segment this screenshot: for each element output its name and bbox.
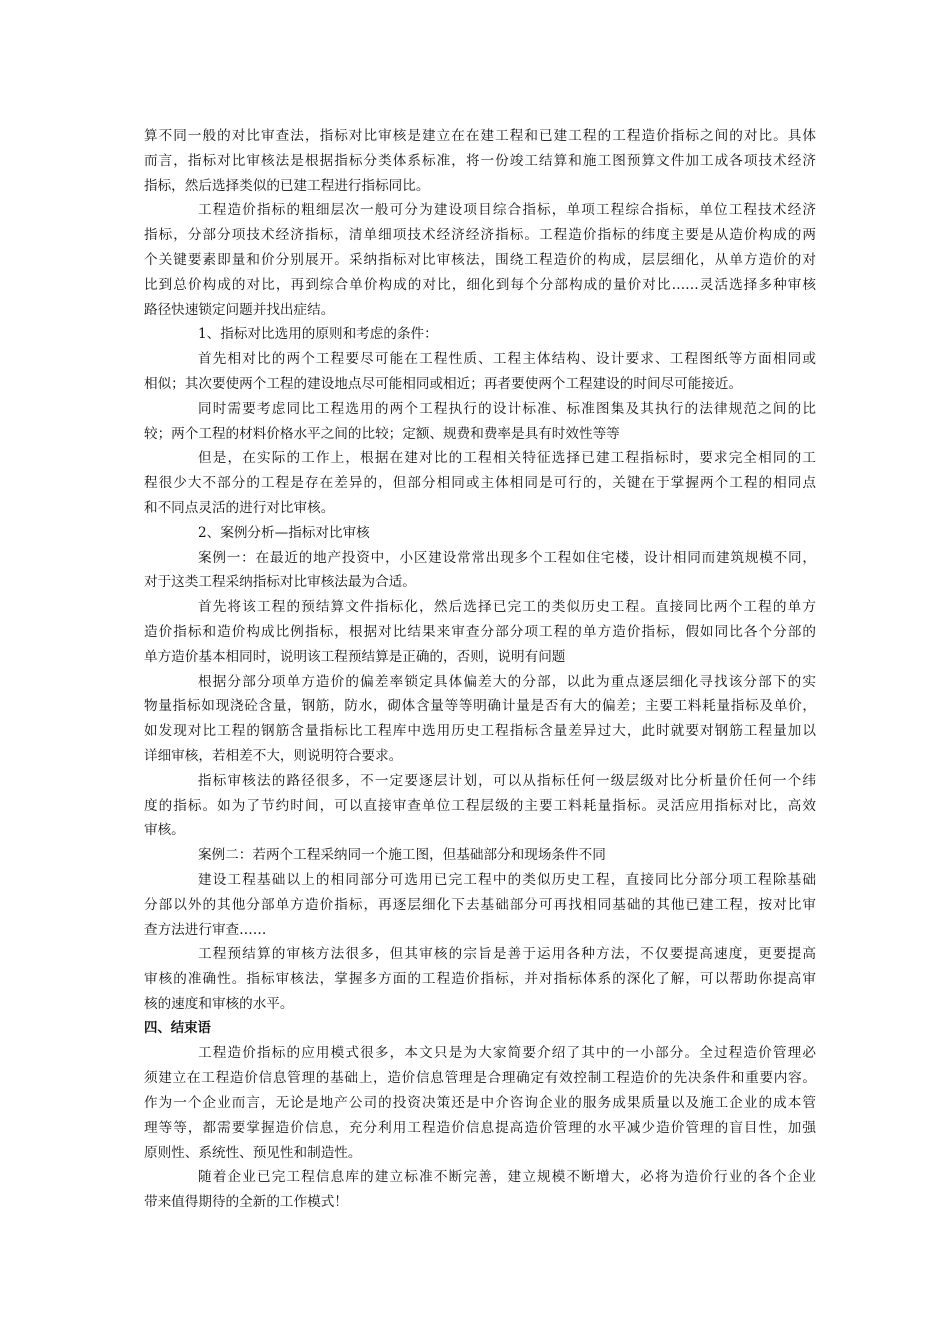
text-line: 比到总价构成的对比，再到综合单价构成的对比，细化到每个分部构成的量价对比……灵活选择多种审核 — [144, 276, 816, 293]
text-line: 工程造价指标的粗细层次一般可分为建设项目综合指标，单项工程综合指标，单位工程技术经济 — [198, 202, 816, 219]
text-line: 核的速度和审核的水平。 — [144, 995, 294, 1012]
text-line: 单方造价基本相同时，说明该工程预结算是正确的，否则，说明有问题 — [144, 648, 566, 665]
text-line: 根据分部分项单方造价的偏差率锁定具体偏差大的分部，以此为重点逐层细化寻找该分部下的实 — [198, 673, 816, 690]
text-line: 指标，然后选择类似的已建工程进行指标同比。 — [144, 177, 430, 194]
text-line: 案例一：在最近的地产投资中，小区建设常常出现多个工程如住宅楼，设计相同而建筑规模不同， — [198, 549, 816, 566]
text-line: 但是，在实际的工作上，根据在建对比的工程相关特征选择已建工程指标时，要求完全相同的工 — [198, 450, 816, 467]
text-line: 原则性、系统性、预见性和制造性。 — [144, 1144, 362, 1161]
text-line: 对于这类工程采纳指标对比审核法最为合适。 — [144, 574, 416, 591]
document-body — [144, 124, 816, 1215]
text-line: 指标审核法的路径很多，不一定要逐层计划，可以从指标任何一级层级对比分析量价任何一个纬 — [198, 772, 816, 789]
text-line: 随着企业已完工程信息库的建立标准不断完善，建立规模不断增大，必将为造价行业的各个企业 — [198, 1169, 816, 1186]
text-line: 审核。 — [144, 822, 185, 839]
text-line: 1、指标对比选用的原则和考虑的条件： — [198, 326, 438, 343]
text-line: 建设工程基础以上的相同部分可选用已完工程中的类似历史工程，直接同比分部分项工程除基础 — [198, 871, 816, 888]
text-line: 造价指标和造价构成比例指标，根据对比结果来审查分部分项工程的单方造价指标，假如同比各个分部的 — [144, 623, 816, 640]
text-line: 须建立在工程造价信息管理的基础上，造价信息管理是合理确定有效控制工程造价的先决条件和重要内容。 — [144, 1070, 816, 1087]
text-line: 如发现对比工程的钢筋含量指标比工程库中选用历史工程指标含量差异过大，此时就要对钢筋工程量加以 — [144, 723, 816, 740]
text-line: 带来值得期待的全新的工作模式！ — [144, 1194, 348, 1211]
text-line: 作为一个企业而言，无论是地产公司的投资决策还是中介咨询企业的服务成果质量以及施工企业的成本管 — [144, 1095, 816, 1112]
text-line: 审核的准确性。指标审核法，掌握多方面的工程造价指标，并对指标体系的深化了解，可以帮助你提高审 — [144, 971, 816, 988]
text-line: 理等等，都需要掌握造价信息，充分利用工程造价信息提高造价管理的水平减少造价管理的盲目性，加强 — [144, 1119, 816, 1136]
text-line: 同时需要考虑同比工程选用的两个工程执行的设计标准、标准图集及其执行的法律规范之间的比 — [198, 400, 816, 417]
text-line: 算不同一般的对比审查法，指标对比审核是建立在在建工程和已建工程的工程造价指标之间的对比。具体 — [144, 128, 816, 144]
text-line: 而言，指标对比审核法是根据指标分类体系标准，将一份竣工结算和施工图预算文件加工成各项技术经济 — [144, 152, 816, 169]
text-line: 较；两个工程的材料价格水平之间的比较；定额、规费和费率是具有时效性等等 — [144, 425, 620, 442]
text-line: 首先相对比的两个工程要尽可能在工程性质、工程主体结构、设计要求、工程图纸等方面相同或 — [198, 351, 816, 368]
text-line: 分部以外的其他分部单方造价指标，再逐层细化下去基础部分可再找相同基础的其他已建工程，按对比审 — [144, 896, 816, 913]
text-line: 相似；其次要使两个工程的建设地点尽可能相同或相近；再者要使两个工程建设的时间尽可能接近。 — [144, 375, 743, 392]
text-line: 详细审核，若相差不大，则说明符合要求。 — [144, 747, 403, 764]
text-line: 首先将该工程的预结算文件指标化，然后选择已完工的类似历史工程。直接同比两个工程的单方 — [198, 599, 816, 616]
text-line: 指标，分部分项技术经济指标，清单细项技术经济经济指标。工程造价指标的纬度主要是从造价构成的两 — [144, 227, 816, 244]
text-line: 物量指标如现浇砼含量，钢筋，防水，砌体含量等等明确计量是否有大的偏差；主要工料耗量指标及单价， — [144, 698, 816, 715]
text-line: 工程造价指标的应用模式很多，本文只是为大家简要介绍了其中的一小部分。全过程造价管理必 — [198, 1045, 816, 1062]
text-line: 查方法进行审查…… — [144, 921, 267, 938]
text-line: 和不同点灵活的进行对比审核。 — [144, 499, 335, 516]
text-line: 路径快速锁定问题并找出症结。 — [144, 301, 335, 318]
text-line: 度的指标。如为了节约时间，可以直接审查单位工程层级的主要工料耗量指标。灵活应用指标对比，高效 — [144, 797, 816, 814]
text-line: 程很少大不部分的工程是存在差异的，但部分相同或主体相同是可行的，关键在于掌握两个工程的相同点 — [144, 475, 816, 492]
text-line: 工程预结算的审核方法很多，但其审核的宗旨是善于运用各种方法，不仅要提高速度，更要提高 — [198, 946, 816, 963]
text-line: 个关键要素即量和价分别展开。采纳指标对比审核法，围绕工程造价的构成，层层细化，从单方造价的对 — [144, 251, 816, 268]
text-line: 案例二：若两个工程采纳同一个施工图，但基础部分和现场条件不同 — [198, 847, 606, 864]
section-heading: 四、结束语 — [144, 1020, 211, 1036]
text-line: 2、案例分析—指标对比审核 — [198, 524, 370, 541]
